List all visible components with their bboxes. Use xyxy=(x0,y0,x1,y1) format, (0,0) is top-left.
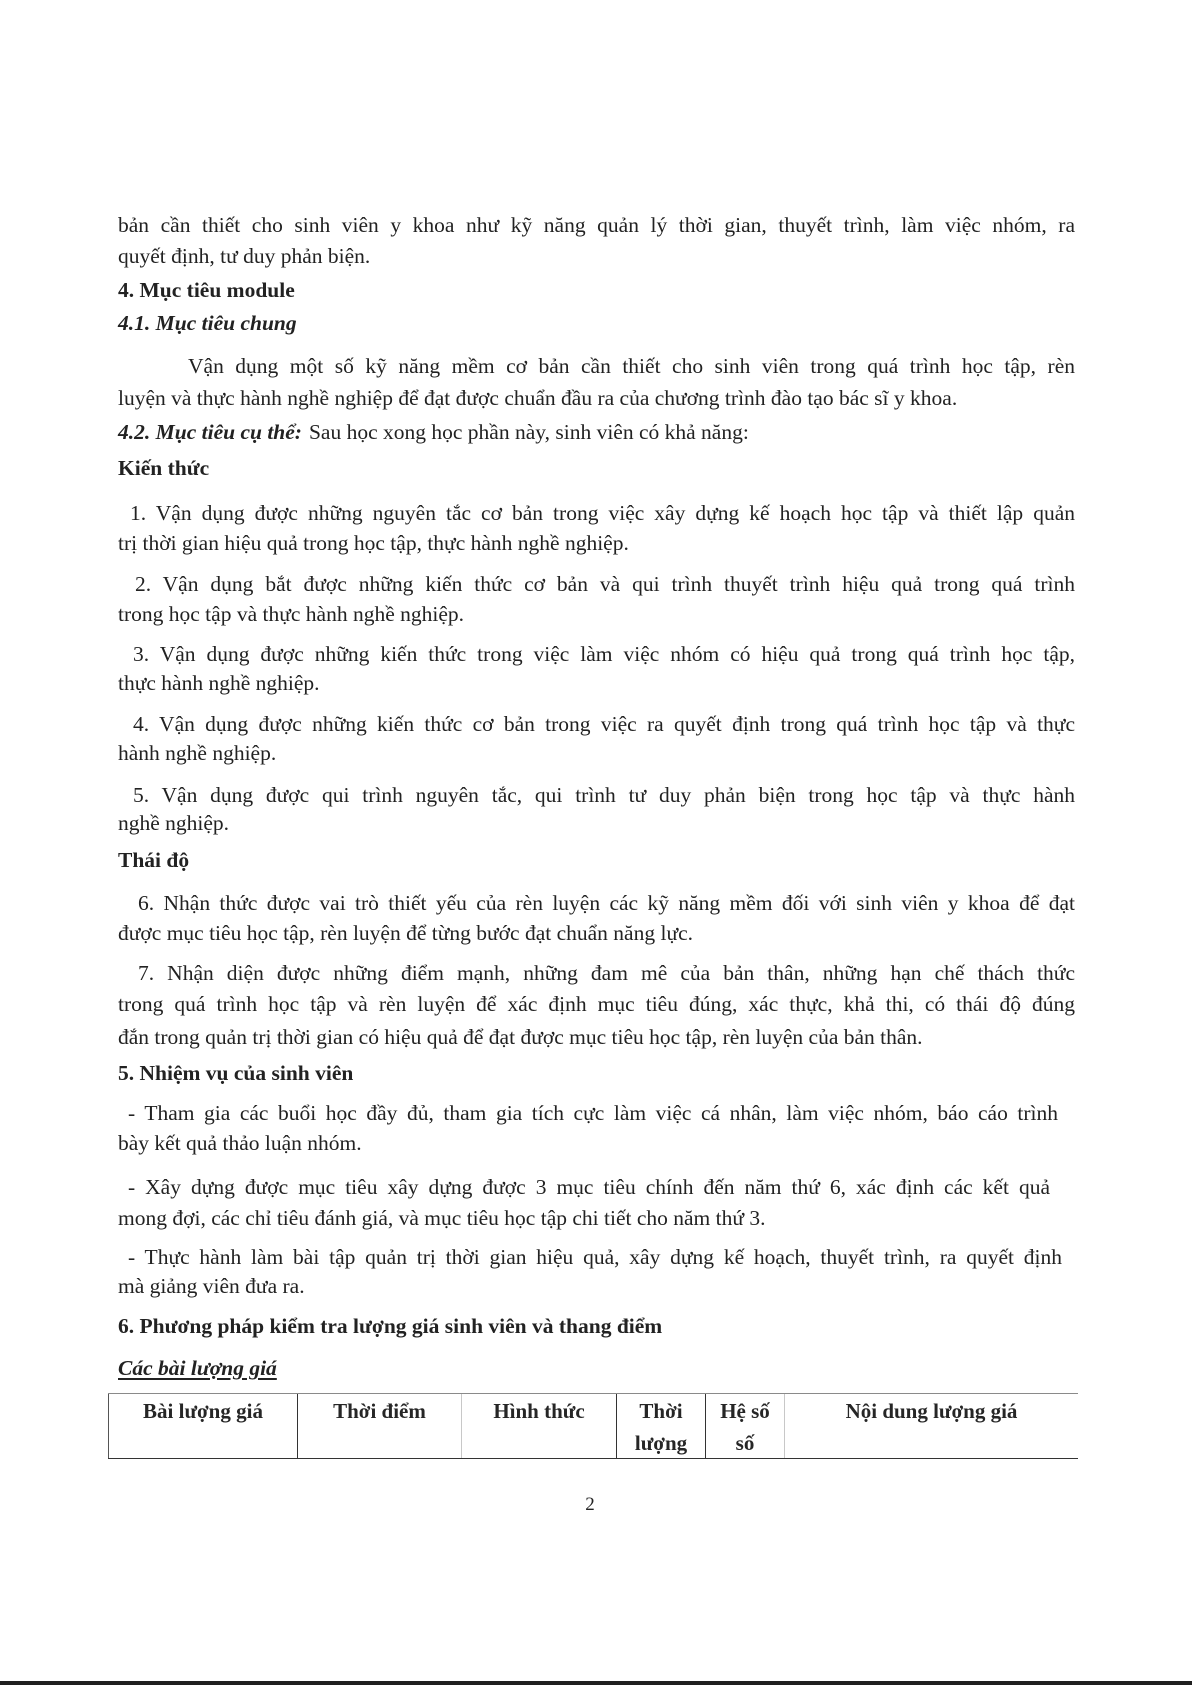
table-header-cell xyxy=(462,1394,617,1458)
objective-item-line: 2. Vận dụng bắt được những kiến thức cơ bản và qui trình thuyết trình hiệu quả trong quá trình xyxy=(135,572,1075,596)
table-header-cell xyxy=(785,1394,1078,1458)
attitude-heading: Thái độ xyxy=(118,848,190,872)
page-number: 2 xyxy=(585,1494,595,1515)
table-header-cell xyxy=(617,1394,706,1458)
section-heading: 4. Mục tiêu module xyxy=(118,278,295,302)
objective-item-line: 3. Vận dụng được những kiến thức trong việc làm việc nhóm có hiệu quả trong quá trình học tập, xyxy=(133,642,1075,666)
knowledge-heading: Kiến thức xyxy=(118,456,210,480)
objective-item-line: trong học tập và thực hành nghề nghiệp. xyxy=(118,602,465,626)
table-header-cell xyxy=(298,1394,462,1458)
paragraph-line: quyết định, tư duy phản biện. xyxy=(118,244,371,268)
table-header-text: Hệ số xyxy=(720,1399,770,1423)
paragraph-line: luyện và thực hành nghề nghiệp để đạt được chuẩn đầu ra của chương trình đào tạo bác sĩ y khoa. xyxy=(118,386,958,410)
paragraph-line: bản cần thiết cho sinh viên y khoa như kỹ năng quản lý thời gian, thuyết trình, làm việc nhóm, ra xyxy=(118,213,1075,237)
table-header-text: Hình thức xyxy=(493,1399,585,1423)
objective-item-line: trị thời gian hiệu quả trong học tập, thực hành nghề nghiệp. xyxy=(118,531,629,555)
subsection-lead: Sau học xong học phần này, sinh viên có khả năng: xyxy=(308,420,749,444)
objective-item-line: thực hành nghề nghiệp. xyxy=(118,671,320,695)
objective-item-line: nghề nghiệp. xyxy=(118,811,230,835)
objective-item-line: 7. Nhận diện được những điểm mạnh, những đam mê của bản thân, những hạn chế thách thức xyxy=(138,961,1075,985)
section-heading: 5. Nhiệm vụ của sinh viên xyxy=(118,1061,354,1085)
assessment-table-header xyxy=(108,1393,1078,1459)
table-caption-text: Các bài lượng giá xyxy=(118,1356,277,1380)
task-item-line: - Tham gia các buổi học đầy đủ, tham gia tích cực làm việc cá nhân, làm việc nhóm, báo cáo trình xyxy=(128,1101,1058,1125)
objective-item-line: 6. Nhận thức được vai trò thiết yếu của rèn luyện các kỹ năng mềm đối với sinh viên y khoa để đạt xyxy=(138,891,1075,915)
table-header-text: Thời xyxy=(639,1399,683,1423)
task-item-line: mà giảng viên đưa ra. xyxy=(118,1274,305,1298)
scan-bottom-edge xyxy=(0,1681,1192,1685)
objective-item-line: trong quá trình học tập và rèn luyện để xác định mục tiêu đúng, xác thực, khả thi, có thái độ đúng xyxy=(118,992,1075,1016)
subsection-heading: 4.1. Mục tiêu chung xyxy=(118,311,297,335)
paragraph-line: Vận dụng một số kỹ năng mềm cơ bản cần thiết cho sinh viên trong quá trình học tập, rèn xyxy=(188,354,1075,378)
table-header-cell xyxy=(108,1394,298,1458)
objective-item-line: 4. Vận dụng được những kiến thức cơ bản trong việc ra quyết định trong quá trình học tập và thực xyxy=(133,712,1075,736)
objective-item-line: hành nghề nghiệp. xyxy=(118,741,277,765)
table-header-text: Nội dung lượng giá xyxy=(845,1399,1018,1423)
objective-item-line: 1. Vận dụng được những nguyên tắc cơ bản trong việc xây dựng kế hoạch học tập và thiết lập quản xyxy=(130,501,1075,525)
table-header-text: Bài lượng giá xyxy=(143,1399,263,1423)
specific-objectives-line xyxy=(118,419,1075,445)
table-header-text: số xyxy=(735,1431,755,1455)
subsection-heading: 4.2. Mục tiêu cụ thể: xyxy=(118,420,302,444)
task-item-line: - Thực hành làm bài tập quản trị thời gian hiệu quả, xây dựng kế hoạch, thuyết trình, ra quyết định xyxy=(128,1245,1062,1269)
objective-item-line: đắn trong quản trị thời gian có hiệu quả để đạt được mục tiêu học tập, rèn luyện của bản thân. xyxy=(118,1025,923,1049)
table-header-cell xyxy=(706,1394,785,1458)
task-item-line: bày kết quả thảo luận nhóm. xyxy=(118,1131,362,1155)
task-item-line: - Xây dựng được mục tiêu xây dựng được 3 mục tiêu chính đến năm thứ 6, xác định các kết quả xyxy=(128,1175,1050,1199)
table-header-text: lượng xyxy=(634,1431,688,1455)
objective-item-line: được mục tiêu học tập, rèn luyện để từng bước đạt chuẩn năng lực. xyxy=(118,921,694,945)
table-caption xyxy=(118,1355,1075,1381)
section-heading: 6. Phương pháp kiểm tra lượng giá sinh viên và thang điểm xyxy=(118,1314,663,1338)
task-item-line: mong đợi, các chỉ tiêu đánh giá, và mục tiêu học tập chi tiết cho năm thứ 3. xyxy=(118,1206,766,1230)
table-header-text: Thời điểm xyxy=(333,1399,426,1423)
objective-item-line: 5. Vận dụng được qui trình nguyên tắc, qui trình tư duy phản biện trong học tập và thực hành xyxy=(133,783,1075,807)
